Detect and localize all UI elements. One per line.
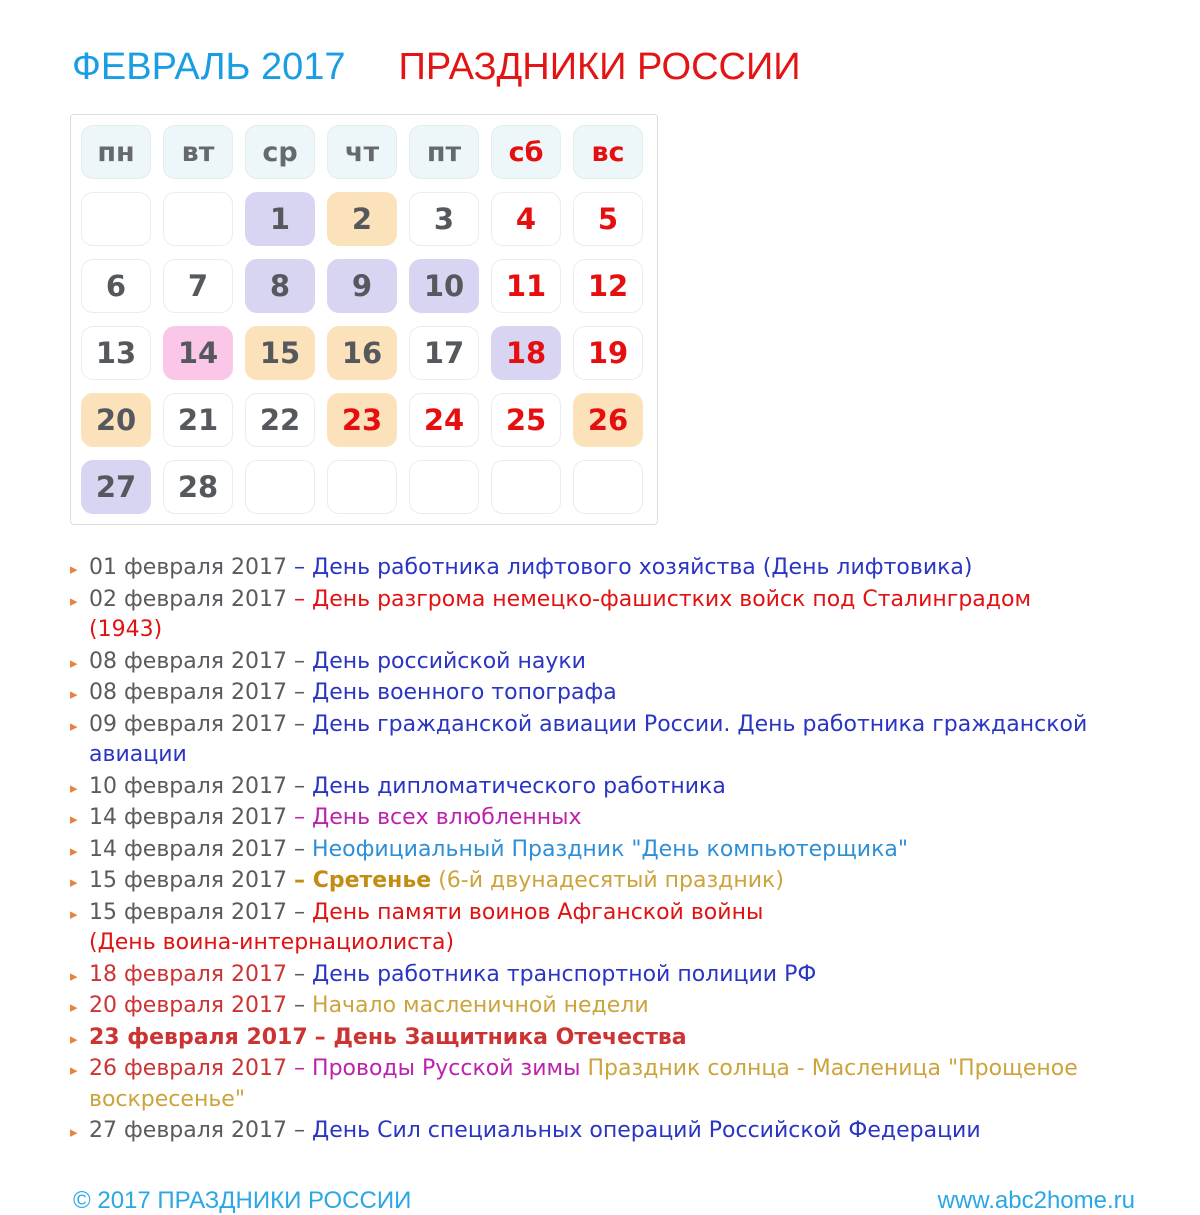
triangle-bullet-icon: ▸ bbox=[70, 904, 78, 923]
day-cell: 5 bbox=[573, 192, 643, 246]
holiday-item bbox=[68, 991, 1103, 1022]
holiday-link[interactable]: День работника транспортной полиции РФ bbox=[312, 961, 817, 987]
holiday-item bbox=[68, 678, 1103, 709]
triangle-bullet-icon: ▸ bbox=[70, 560, 78, 578]
triangle-bullet-icon: ▸ bbox=[70, 810, 78, 828]
holiday-date: 02 февраля 2017 bbox=[89, 586, 288, 612]
holiday-link[interactable]: – День работника лифтового хозяйства (День лифтовика) bbox=[294, 555, 973, 580]
holiday-link[interactable]: – Проводы Русской зимы bbox=[294, 1056, 581, 1081]
day-cell: 24 bbox=[409, 393, 479, 447]
holiday-item bbox=[68, 772, 1103, 803]
holiday-link[interactable]: День Сил специальных операций Российской Федерации bbox=[312, 1118, 981, 1143]
triangle-bullet-icon: ▸ bbox=[70, 873, 78, 891]
holiday-date: 15 февраля 2017 bbox=[89, 868, 288, 893]
day-cell: 10 bbox=[409, 259, 479, 313]
calendar bbox=[70, 114, 658, 525]
triangle-bullet-icon: ▸ bbox=[70, 998, 78, 1016]
day-cell: 20 bbox=[81, 393, 151, 447]
holiday-item bbox=[68, 710, 1103, 771]
holiday-date: 14 февраля 2017 bbox=[89, 836, 288, 862]
dash-separator: – bbox=[294, 836, 313, 862]
holiday-date: 26 февраля 2017 bbox=[89, 1056, 288, 1081]
page-footer bbox=[73, 1187, 1135, 1215]
empty-cell bbox=[573, 460, 643, 514]
day-cell: 18 bbox=[491, 326, 561, 380]
triangle-bullet-icon: ▸ bbox=[70, 1029, 78, 1048]
triangle-bullet-icon: ▸ bbox=[70, 591, 78, 610]
weekday-cell: чт bbox=[327, 125, 397, 179]
page-title-month: ФЕВРАЛЬ 2017 bbox=[72, 46, 346, 88]
weekday-cell: пт bbox=[409, 125, 479, 179]
holiday-date: 09 февраля 2017 bbox=[89, 711, 288, 737]
holiday-link[interactable]: День российской науки bbox=[312, 648, 586, 674]
empty-cell bbox=[81, 192, 151, 246]
holiday-item bbox=[68, 585, 1103, 646]
day-cell: 3 bbox=[409, 192, 479, 246]
holiday-link[interactable]: День памяти воинов Афганской войны bbox=[312, 899, 764, 925]
day-cell: 8 bbox=[245, 259, 315, 313]
day-cell: 22 bbox=[245, 393, 315, 447]
weekday-cell: пн bbox=[81, 125, 151, 179]
holiday-item bbox=[68, 803, 1103, 834]
holiday-item bbox=[68, 647, 1103, 678]
day-cell: 7 bbox=[163, 259, 233, 313]
holiday-link[interactable]: Начало масленичной недели bbox=[312, 993, 649, 1018]
holiday-link[interactable]: День военного топографа bbox=[312, 680, 617, 705]
holiday-link[interactable]: Неофициальный Праздник "День компьютерщика" bbox=[312, 836, 908, 862]
empty-cell bbox=[327, 460, 397, 514]
dash-separator: – bbox=[294, 711, 313, 737]
day-cell: 16 bbox=[327, 326, 397, 380]
holiday-item bbox=[68, 1116, 1103, 1147]
day-cell: 19 bbox=[573, 326, 643, 380]
holiday-item bbox=[68, 553, 1103, 584]
holiday-link[interactable]: воскресенье" bbox=[89, 1086, 245, 1112]
holiday-date: 01 февраля 2017 bbox=[89, 555, 288, 580]
triangle-bullet-icon: ▸ bbox=[70, 685, 78, 703]
empty-cell bbox=[245, 460, 315, 514]
holiday-link[interactable]: авиации bbox=[89, 742, 187, 767]
day-cell: 11 bbox=[491, 259, 561, 313]
holiday-date: 08 февраля 2017 bbox=[89, 680, 288, 705]
footer-copyright: © 2017 ПРАЗДНИКИ РОССИИ bbox=[73, 1186, 412, 1214]
triangle-bullet-icon: ▸ bbox=[70, 841, 78, 860]
holiday-item bbox=[68, 866, 1103, 897]
holiday-link[interactable]: День дипломатического работника bbox=[312, 773, 726, 799]
dash-separator: – bbox=[294, 961, 313, 987]
empty-cell bbox=[409, 460, 479, 514]
triangle-bullet-icon: ▸ bbox=[70, 778, 78, 797]
day-cell: 6 bbox=[81, 259, 151, 313]
holiday-date: 18 февраля 2017 bbox=[89, 961, 288, 987]
holiday-date: 08 февраля 2017 bbox=[89, 648, 288, 674]
holiday-item bbox=[68, 960, 1103, 991]
empty-cell bbox=[491, 460, 561, 514]
day-cell: 23 bbox=[327, 393, 397, 447]
day-cell: 12 bbox=[573, 259, 643, 313]
weekday-cell: ср bbox=[245, 125, 315, 179]
day-cell: 4 bbox=[491, 192, 561, 246]
day-cell: 1 bbox=[245, 192, 315, 246]
dash-separator: – bbox=[294, 648, 313, 674]
dash-separator: – bbox=[294, 680, 313, 705]
triangle-bullet-icon: ▸ bbox=[70, 716, 78, 735]
holiday-link[interactable]: – День разгрома немецко-фашистких войск под Сталинградом (1943) bbox=[89, 586, 1032, 642]
holiday-link[interactable]: (6-й двунадесятый праздник) bbox=[431, 868, 784, 893]
footer-site-link[interactable]: www.abc2home.ru bbox=[937, 1186, 1135, 1214]
holiday-date: 10 февраля 2017 bbox=[89, 773, 288, 799]
dash-separator: – bbox=[294, 899, 313, 925]
holiday-date: 27 февраля 2017 bbox=[89, 1118, 288, 1143]
holiday-item bbox=[68, 898, 1103, 959]
holiday-item bbox=[68, 1023, 1103, 1054]
day-cell: 21 bbox=[163, 393, 233, 447]
holiday-date: 15 февраля 2017 bbox=[89, 899, 288, 925]
empty-cell bbox=[163, 192, 233, 246]
day-cell: 28 bbox=[163, 460, 233, 514]
holiday-link[interactable]: – День всех влюбленных bbox=[294, 805, 582, 830]
holiday-link[interactable]: – День Защитника Отечества bbox=[314, 1024, 687, 1050]
triangle-bullet-icon: ▸ bbox=[70, 1061, 78, 1079]
holiday-link[interactable]: (День воина-интернациолиста) bbox=[89, 930, 455, 955]
holiday-date: 20 февраля 2017 bbox=[89, 993, 288, 1018]
day-cell: 26 bbox=[573, 393, 643, 447]
triangle-bullet-icon: ▸ bbox=[70, 966, 78, 985]
dash-separator: – bbox=[294, 1118, 313, 1143]
holidays-list bbox=[68, 553, 1103, 1147]
holiday-item bbox=[68, 1054, 1103, 1115]
day-cell: 14 bbox=[163, 326, 233, 380]
triangle-bullet-icon: ▸ bbox=[70, 1123, 78, 1141]
day-cell: 9 bbox=[327, 259, 397, 313]
triangle-bullet-icon: ▸ bbox=[70, 653, 78, 672]
holiday-link[interactable]: – Сретенье bbox=[294, 868, 432, 893]
day-cell: 25 bbox=[491, 393, 561, 447]
holiday-item bbox=[68, 835, 1103, 866]
page-title-right: ПРАЗДНИКИ РОССИИ bbox=[398, 46, 801, 88]
day-cell: 17 bbox=[409, 326, 479, 380]
dash-separator: – bbox=[294, 993, 313, 1018]
holiday-date: 23 февраля 2017 bbox=[89, 1024, 308, 1050]
day-cell: 13 bbox=[81, 326, 151, 380]
holiday-link[interactable]: День гражданской авиации России. День работника гражданской bbox=[312, 711, 1088, 737]
holiday-date: 14 февраля 2017 bbox=[89, 805, 288, 830]
day-cell: 27 bbox=[81, 460, 151, 514]
day-cell: 2 bbox=[327, 192, 397, 246]
weekday-cell: вс bbox=[573, 125, 643, 179]
dash-separator: – bbox=[294, 773, 313, 799]
calendar-grid bbox=[81, 125, 647, 514]
weekday-cell: вт bbox=[163, 125, 233, 179]
page-header bbox=[0, 0, 1200, 88]
weekday-cell: сб bbox=[491, 125, 561, 179]
day-cell: 15 bbox=[245, 326, 315, 380]
holiday-link[interactable]: Праздник солнца - Масленица "Прощеное bbox=[580, 1056, 1078, 1081]
